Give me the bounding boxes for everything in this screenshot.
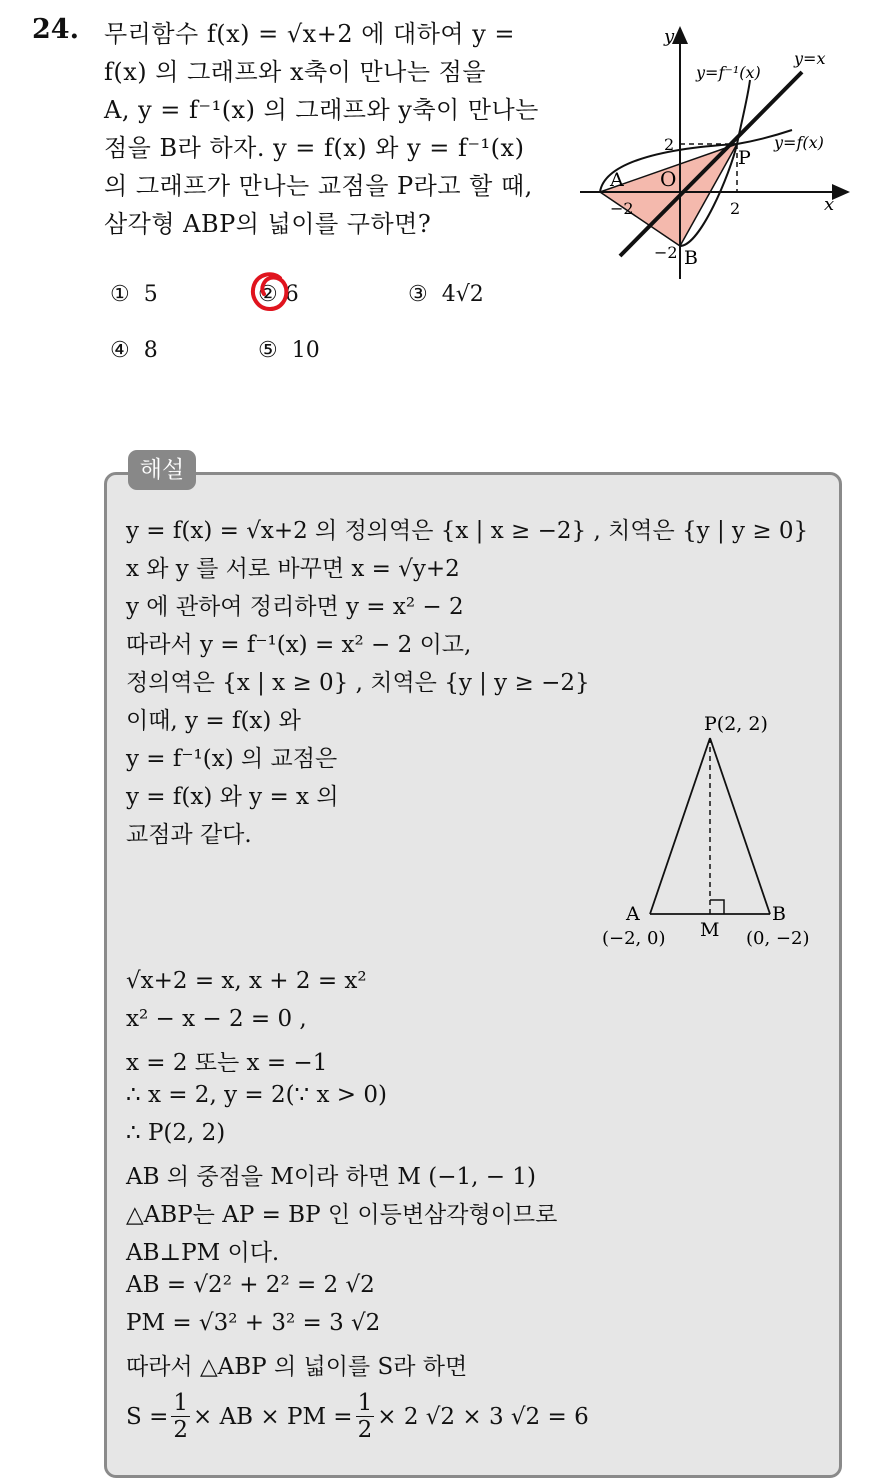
- solution-line: 이때, y = f(x) 와: [126, 708, 301, 734]
- frac-num: 1: [357, 1390, 373, 1416]
- solution-line: y = f⁻¹(x) 의 교점은: [126, 746, 338, 772]
- point-a-label: A: [610, 169, 624, 191]
- tick-x-pos: 2: [730, 199, 741, 218]
- solution-line: x = 2 또는 x = −1: [126, 1050, 328, 1076]
- y-axis-label: y: [664, 26, 675, 47]
- isosceles-triangle-diagram: [596, 706, 826, 956]
- point-b-label: B: [684, 247, 698, 269]
- right-angle-mark: [710, 900, 724, 914]
- solution-line: △ABP는 AP = BP 인 이등변삼각형이므로: [126, 1202, 558, 1228]
- function-graph: [580, 24, 860, 284]
- question-line-4: 점을 B라 하자. y = f(x) 와 y = f⁻¹(x): [104, 134, 525, 162]
- choice-1[interactable]: [110, 282, 158, 307]
- answer-circle-mark: [250, 270, 292, 314]
- solution-line: AB⊥PM 이다.: [126, 1240, 280, 1266]
- x-axis-label: x: [824, 194, 835, 215]
- choice-value: 10: [291, 338, 320, 363]
- frac-den: 2: [357, 1417, 373, 1443]
- question-line-5: 의 그래프가 만나는 교점을 P라고 할 때,: [104, 172, 533, 200]
- choice-mark: ①: [110, 282, 130, 307]
- solution-line: 정의역은 {x | x ≥ 0} , 치역은 {y | y ≥ −2}: [126, 670, 590, 696]
- coord-b: (0, −2): [746, 928, 810, 949]
- label-b: B: [772, 903, 786, 925]
- frac-num: 1: [173, 1390, 188, 1416]
- solution-line: PM = √3² + 3² = 3 √2: [126, 1310, 381, 1336]
- choice-5[interactable]: [258, 338, 320, 363]
- choice-mark: ⑤: [258, 338, 278, 363]
- solution-line: y 에 관하여 정리하면 y = x² − 2: [126, 594, 464, 620]
- solution-line: y = f(x) = √x+2 의 정의역은 {x | x ≥ −2} , 치역은 {y | y ≥ 0}: [126, 518, 809, 544]
- final-equation: [126, 1390, 589, 1443]
- label-m: M: [700, 919, 720, 941]
- label-y-equals-x: y=x: [794, 49, 826, 68]
- solution-line: ∴ P(2, 2): [126, 1120, 226, 1146]
- origin-label: O: [660, 167, 677, 191]
- choice-4[interactable]: [110, 338, 158, 363]
- solution-line: ∴ x = 2, y = 2(∵ x > 0): [126, 1082, 387, 1108]
- label-f: y=f(x): [774, 133, 824, 152]
- solution-line: √x+2 = x, x + 2 = x²: [126, 968, 367, 994]
- solution-tag: 해설: [128, 450, 196, 490]
- choice-value: 6: [284, 282, 299, 307]
- solution-line: x² − x − 2 = 0 ,: [126, 1006, 307, 1032]
- choice-value: 8: [143, 338, 158, 363]
- choice-mark: ④: [110, 338, 130, 363]
- line-y-equals-x: [620, 72, 802, 256]
- point-p-label: P: [738, 147, 751, 169]
- side-ap: [650, 738, 710, 914]
- fraction-one-half: [356, 1390, 375, 1443]
- eq-rhs: × 2 √2 × 3 √2 = 6: [377, 1403, 589, 1430]
- eq-lhs: S =: [126, 1403, 169, 1430]
- label-f-inverse: y=f⁻¹(x): [696, 63, 761, 82]
- choice-value: 4√2: [441, 282, 484, 307]
- frac-den: 2: [173, 1417, 188, 1443]
- question-number: 24.: [32, 14, 79, 45]
- side-bp: [710, 738, 770, 914]
- tick-y-neg: −2: [654, 243, 678, 262]
- label-p: P(2, 2): [704, 713, 768, 735]
- solution-line: y = f(x) 와 y = x 의: [126, 784, 339, 810]
- coord-a: (−2, 0): [602, 928, 666, 949]
- eq-mid: × AB × PM =: [192, 1403, 353, 1430]
- choice-3[interactable]: [408, 282, 484, 307]
- fraction-one-half: [171, 1390, 190, 1443]
- solution-line: x 와 y 를 서로 바꾸면 x = √y+2: [126, 556, 460, 582]
- choice-mark: ③: [408, 282, 428, 307]
- solution-line: AB 의 중점을 M이라 하면 M (−1, − 1): [126, 1164, 536, 1190]
- choice-value: 5: [143, 282, 158, 307]
- solution-line: 따라서 △ABP 의 넓이를 S라 하면: [126, 1354, 468, 1380]
- question-line-6: 삼각형 ABP의 넓이를 구하면?: [104, 210, 432, 238]
- tick-y-pos: 2: [664, 135, 675, 154]
- label-a: A: [626, 903, 640, 925]
- solution-line: 교점과 같다.: [126, 822, 252, 848]
- question-line-2: f(x) 의 그래프와 x축이 만나는 점을: [104, 58, 487, 86]
- choice-mark: ②: [258, 282, 278, 307]
- question-line-3: A, y = f⁻¹(x) 의 그래프와 y축이 만나는: [104, 96, 539, 124]
- solution-line: AB = √2² + 2² = 2 √2: [126, 1272, 375, 1298]
- tick-x-neg: −2: [610, 199, 634, 218]
- question-line-1: 무리함수 f(x) = √x+2 에 대하여 y =: [104, 20, 516, 48]
- solution-line: 따라서 y = f⁻¹(x) = x² − 2 이고,: [126, 632, 472, 658]
